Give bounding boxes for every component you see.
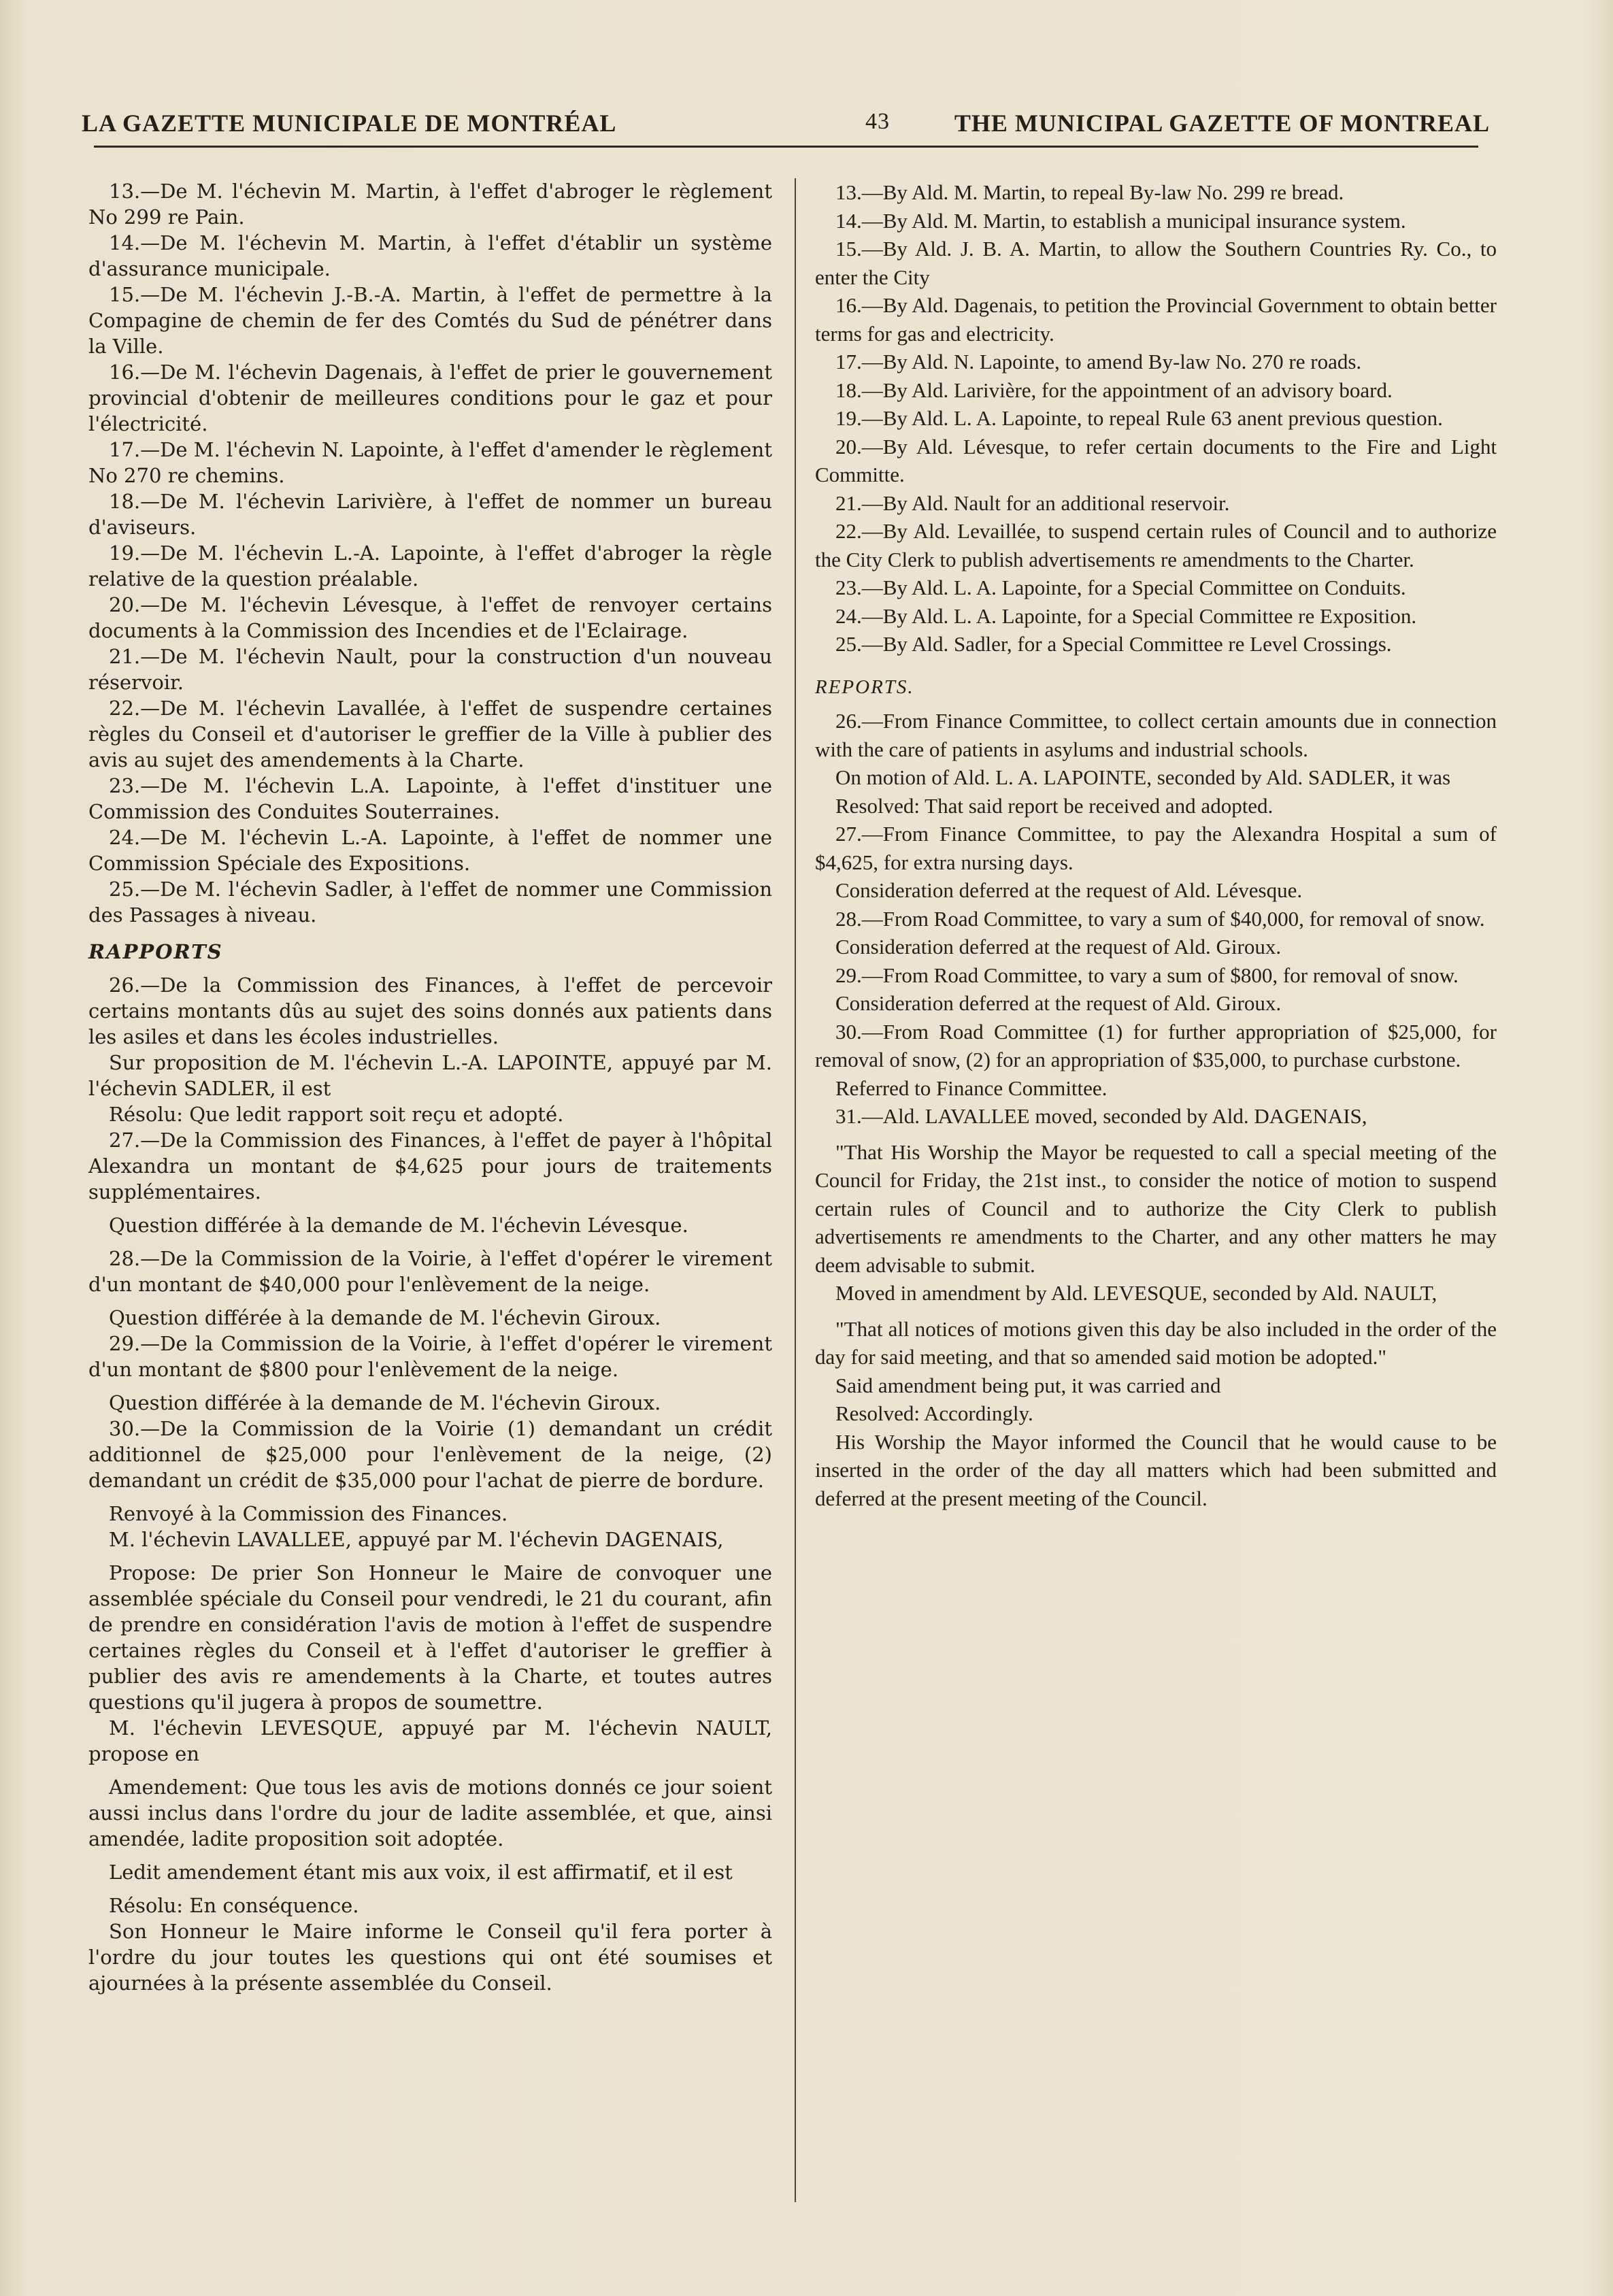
- report-paragraph: "That all notices of motions given this day be also included in the order of the day for said meeting, and that so amended said motion be adopted.": [815, 1316, 1497, 1369]
- report-paragraph: 29.—From Road Committee, to vary a sum of $800, for removal of snow.: [835, 963, 1459, 987]
- motion-paragraph: 17.—By Ald. N. Lapointe, to amend By-law No. 270 re roads.: [835, 350, 1362, 373]
- french-reports: [88, 972, 772, 1996]
- report-paragraph: Ledit amendement étant mis aux voix, il est affirmatif, et il est: [109, 1861, 733, 1884]
- column-divider: [795, 178, 796, 2202]
- report-paragraph: 28.—De la Commission de la Voirie, à l'effet d'opérer le virement d'un montant de $40,000 pour l'enlèvement de la neige.: [88, 1247, 772, 1296]
- motion-paragraph: 16.—By Ald. Dagenais, to petition the Provincial Government to obtain better terms for gas and electricity.: [815, 293, 1497, 346]
- french-title: LA GAZETTE MUNICIPALE DE MONTRÉAL: [82, 110, 617, 137]
- report-paragraph: Consideration deferred at the request of Ald. Lévesque.: [835, 878, 1303, 902]
- report-paragraph: Question différée à la demande de M. l'échevin Giroux.: [109, 1391, 661, 1414]
- motion-paragraph: 20.—By Ald. Lévesque, to refer certain documents to the Fire and Light Committe.: [815, 434, 1497, 486]
- french-column: [88, 178, 772, 1996]
- motion-paragraph: 22.—De M. l'échevin Lavallée, à l'effet de suspendre certaines règles du Conseil et d'autoriser le greffier de la Ville à publier des avis au sujet des amendements à la Charte.: [88, 697, 772, 771]
- report-paragraph: Resolved: Accordingly.: [835, 1401, 1033, 1425]
- motion-paragraph: 16.—De M. l'échevin Dagenais, à l'effet de prier le gouvernement provincial d'obtenir de meilleures conditions pour le gaz et pour l'électricité.: [88, 361, 772, 435]
- header-rule: [94, 146, 1478, 148]
- report-paragraph: M. l'échevin LEVESQUE, appuyé par M. l'échevin NAULT, propose en: [88, 1716, 772, 1765]
- motion-paragraph: 22.—By Ald. Levaillée, to suspend certain rules of Council and to authorize the City Clerk to publish advertisements re amendments to the Charter.: [815, 519, 1497, 571]
- report-paragraph: 26.—De la Commission des Finances, à l'effet de percevoir certains montants dûs au sujet des soins donnés aux patients dans les asiles et dans les écoles industrielles.: [88, 974, 772, 1048]
- motion-paragraph: 15.—By Ald. J. B. A. Martin, to allow the Southern Countries Ry. Co., to enter the City: [815, 237, 1497, 289]
- report-paragraph: Question différée à la demande de M. l'échevin Lévesque.: [109, 1214, 688, 1237]
- motion-paragraph: 18.—De M. l'échevin Larivière, à l'effet de nommer un bureau d'aviseurs.: [88, 490, 772, 539]
- report-paragraph: 30.—From Road Committee (1) for further appropriation of $25,000, for removal of snow, (2) for an appropriation of $35,000, to purchase curbstone.: [815, 1019, 1497, 1071]
- english-reports: [815, 707, 1497, 1512]
- motion-paragraph: 14.—De M. l'échevin M. Martin, à l'effet d'établir un système d'assurance municipale.: [88, 231, 772, 280]
- report-paragraph: Résolu: Que ledit rapport soit reçu et adopté.: [109, 1103, 564, 1126]
- report-paragraph: Moved in amendment by Ald. LEVESQUE, seconded by Ald. NAULT,: [835, 1281, 1437, 1305]
- report-paragraph: Propose: De prier Son Honneur le Maire de convoquer une assemblée spéciale du Conseil pour vendredi, le 21 du courant, afin de prendre en considération l'avis de motion à l'effet de suspendre certaines règles du Conseil et à l'effet d'autoriser le greffier à publier des avis re amendements à la Charte, et toutes autres questions qu'il jugera à propos de soumettre.: [88, 1561, 772, 1714]
- report-paragraph: Said amendment being put, it was carried and: [835, 1373, 1221, 1397]
- reports-heading: RAPPORTS: [88, 940, 223, 963]
- motion-paragraph: 25.—De M. l'échevin Sadler, à l'effet de nommer une Commission des Passages à niveau.: [88, 878, 772, 927]
- report-paragraph: 27.—From Finance Committee, to pay the Alexandra Hospital a sum of $4,625, for extra nursing days.: [815, 822, 1497, 874]
- report-paragraph: 27.—De la Commission des Finances, à l'effet de payer à l'hôpital Alexandra un montant de $4,625 pour jours de traitements supplémentaires.: [88, 1129, 772, 1203]
- report-paragraph: His Worship the Mayor informed the Council that he would cause to be inserted in the order of the day all matters which had been submitted and deferred at the present meeting of the Council.: [815, 1429, 1497, 1510]
- report-paragraph: 28.—From Road Committee, to vary a sum of $40,000, for removal of snow.: [835, 906, 1485, 931]
- report-paragraph: Consideration deferred at the request of Ald. Giroux.: [835, 935, 1282, 959]
- motion-paragraph: 23.—De M. l'échevin L.A. Lapointe, à l'effet d'instituer une Commission des Conduites Souterraines.: [88, 774, 772, 823]
- report-paragraph: 31.—Ald. LAVALLEE moved, seconded by Ald. DAGENAIS,: [835, 1104, 1367, 1128]
- report-paragraph: Resolved: That said report be received and adopted.: [835, 793, 1274, 818]
- motion-paragraph: 15.—De M. l'échevin J.-B.-A. Martin, à l'effet de permettre à la Compagine de chemin de fer des Comtés du Sud de pénétrer dans la Ville.: [88, 283, 772, 358]
- motion-paragraph: 20.—De M. l'échevin Lévesque, à l'effet de renvoyer certains documents à la Commission des Incendies et de l'Eclairage.: [88, 593, 772, 642]
- motion-paragraph: 13.—By Ald. M. Martin, to repeal By-law No. 299 re bread.: [835, 180, 1344, 204]
- report-paragraph: Question différée à la demande de M. l'échevin Giroux.: [109, 1306, 661, 1329]
- page-number: 43: [865, 109, 890, 134]
- motion-paragraph: 24.—By Ald. L. A. Lapointe, for a Special Committee re Exposition.: [835, 603, 1417, 628]
- motion-paragraph: 21.—De M. l'échevin Nault, pour la construction d'un nouveau réservoir.: [88, 645, 772, 694]
- motion-paragraph: 21.—By Ald. Nault for an additional reservoir.: [835, 490, 1230, 515]
- report-paragraph: 29.—De la Commission de la Voirie, à l'effet d'opérer le virement d'un montant de $800 pour l'enlèvement de la neige.: [88, 1332, 772, 1381]
- report-paragraph: Résolu: En conséquence.: [109, 1894, 359, 1917]
- report-paragraph: "That His Worship the Mayor be requested to call a special meeting of the Council for Friday, the 21st inst., to consider the notice of motion to suspend certain rules of Council and to authorize the City Clerk to publish advertisements re amendments to the Charter, and any other matters he may deem advisable to submit.: [815, 1139, 1497, 1277]
- motion-paragraph: 19.—De M. l'échevin L.-A. Lapointe, à l'effet d'abroger la règle relative de la question préalable.: [88, 542, 772, 590]
- page-header: [82, 102, 1490, 146]
- english-title: THE MUNICIPAL GAZETTE OF MONTREAL: [954, 110, 1490, 137]
- motion-paragraph: 23.—By Ald. L. A. Lapointe, for a Special Committee on Conduits.: [835, 576, 1406, 599]
- report-paragraph: Renvoyé à la Commission des Finances.: [109, 1502, 508, 1525]
- motion-paragraph: 24.—De M. l'échevin L.-A. Lapointe, à l'effet de nommer une Commission Spéciale des Expositions.: [88, 826, 772, 875]
- report-paragraph: Referred to Finance Committee.: [835, 1076, 1108, 1100]
- motion-paragraph: 17.—De M. l'échevin N. Lapointe, à l'effet d'amender le règlement No 270 re chemins.: [88, 438, 772, 487]
- report-paragraph: 30.—De la Commission de la Voirie (1) demandant un crédit additionnel de $25,000 pour l'enlèvement de la neige, (2) demandant un crédit de $35,000 pour l'achat de pierre de bordure.: [88, 1417, 772, 1492]
- motion-paragraph: 18.—By Ald. Larivière, for the appointment of an advisory board.: [835, 378, 1393, 402]
- report-paragraph: Son Honneur le Maire informe le Conseil qu'il fera porter à l'ordre du jour toutes les questions qui ont été soumises et ajournées à la présente assemblée du Conseil.: [88, 1920, 772, 1995]
- report-paragraph: Amendement: Que tous les avis de motions donnés ce jour soient aussi inclus dans l'ordre du jour de ladite assemblée, et que, ainsi amendée, ladite proposition soit adoptée.: [88, 1776, 772, 1850]
- motion-paragraph: 14.—By Ald. M. Martin, to establish a municipal insurance system.: [835, 208, 1406, 233]
- report-paragraph: M. l'échevin LAVALLEE, appuyé par M. l'échevin DAGENAIS,: [109, 1528, 724, 1551]
- motion-paragraph: 25.—By Ald. Sadler, for a Special Committee re Level Crossings.: [835, 632, 1392, 656]
- motion-paragraph: 19.—By Ald. L. A. Lapointe, to repeal Rule 63 anent previous question.: [835, 406, 1443, 430]
- motion-paragraph: 13.—De M. l'échevin M. Martin, à l'effet d'abroger le règlement No 299 re Pain.: [88, 180, 772, 229]
- report-paragraph: Sur proposition de M. l'échevin L.-A. LAPOINTE, appuyé par M. l'échevin SADLER, il est: [88, 1051, 772, 1100]
- report-paragraph: On motion of Ald. L. A. LAPOINTE, seconded by Ald. SADLER, it was: [835, 765, 1451, 789]
- report-paragraph: Consideration deferred at the request of Ald. Giroux.: [835, 991, 1282, 1015]
- english-column: [815, 178, 1497, 1512]
- reports-heading: REPORTS.: [815, 676, 914, 698]
- report-paragraph: 26.—From Finance Committee, to collect certain amounts due in connection with the care of patients in asylums and industrial schools.: [815, 709, 1497, 761]
